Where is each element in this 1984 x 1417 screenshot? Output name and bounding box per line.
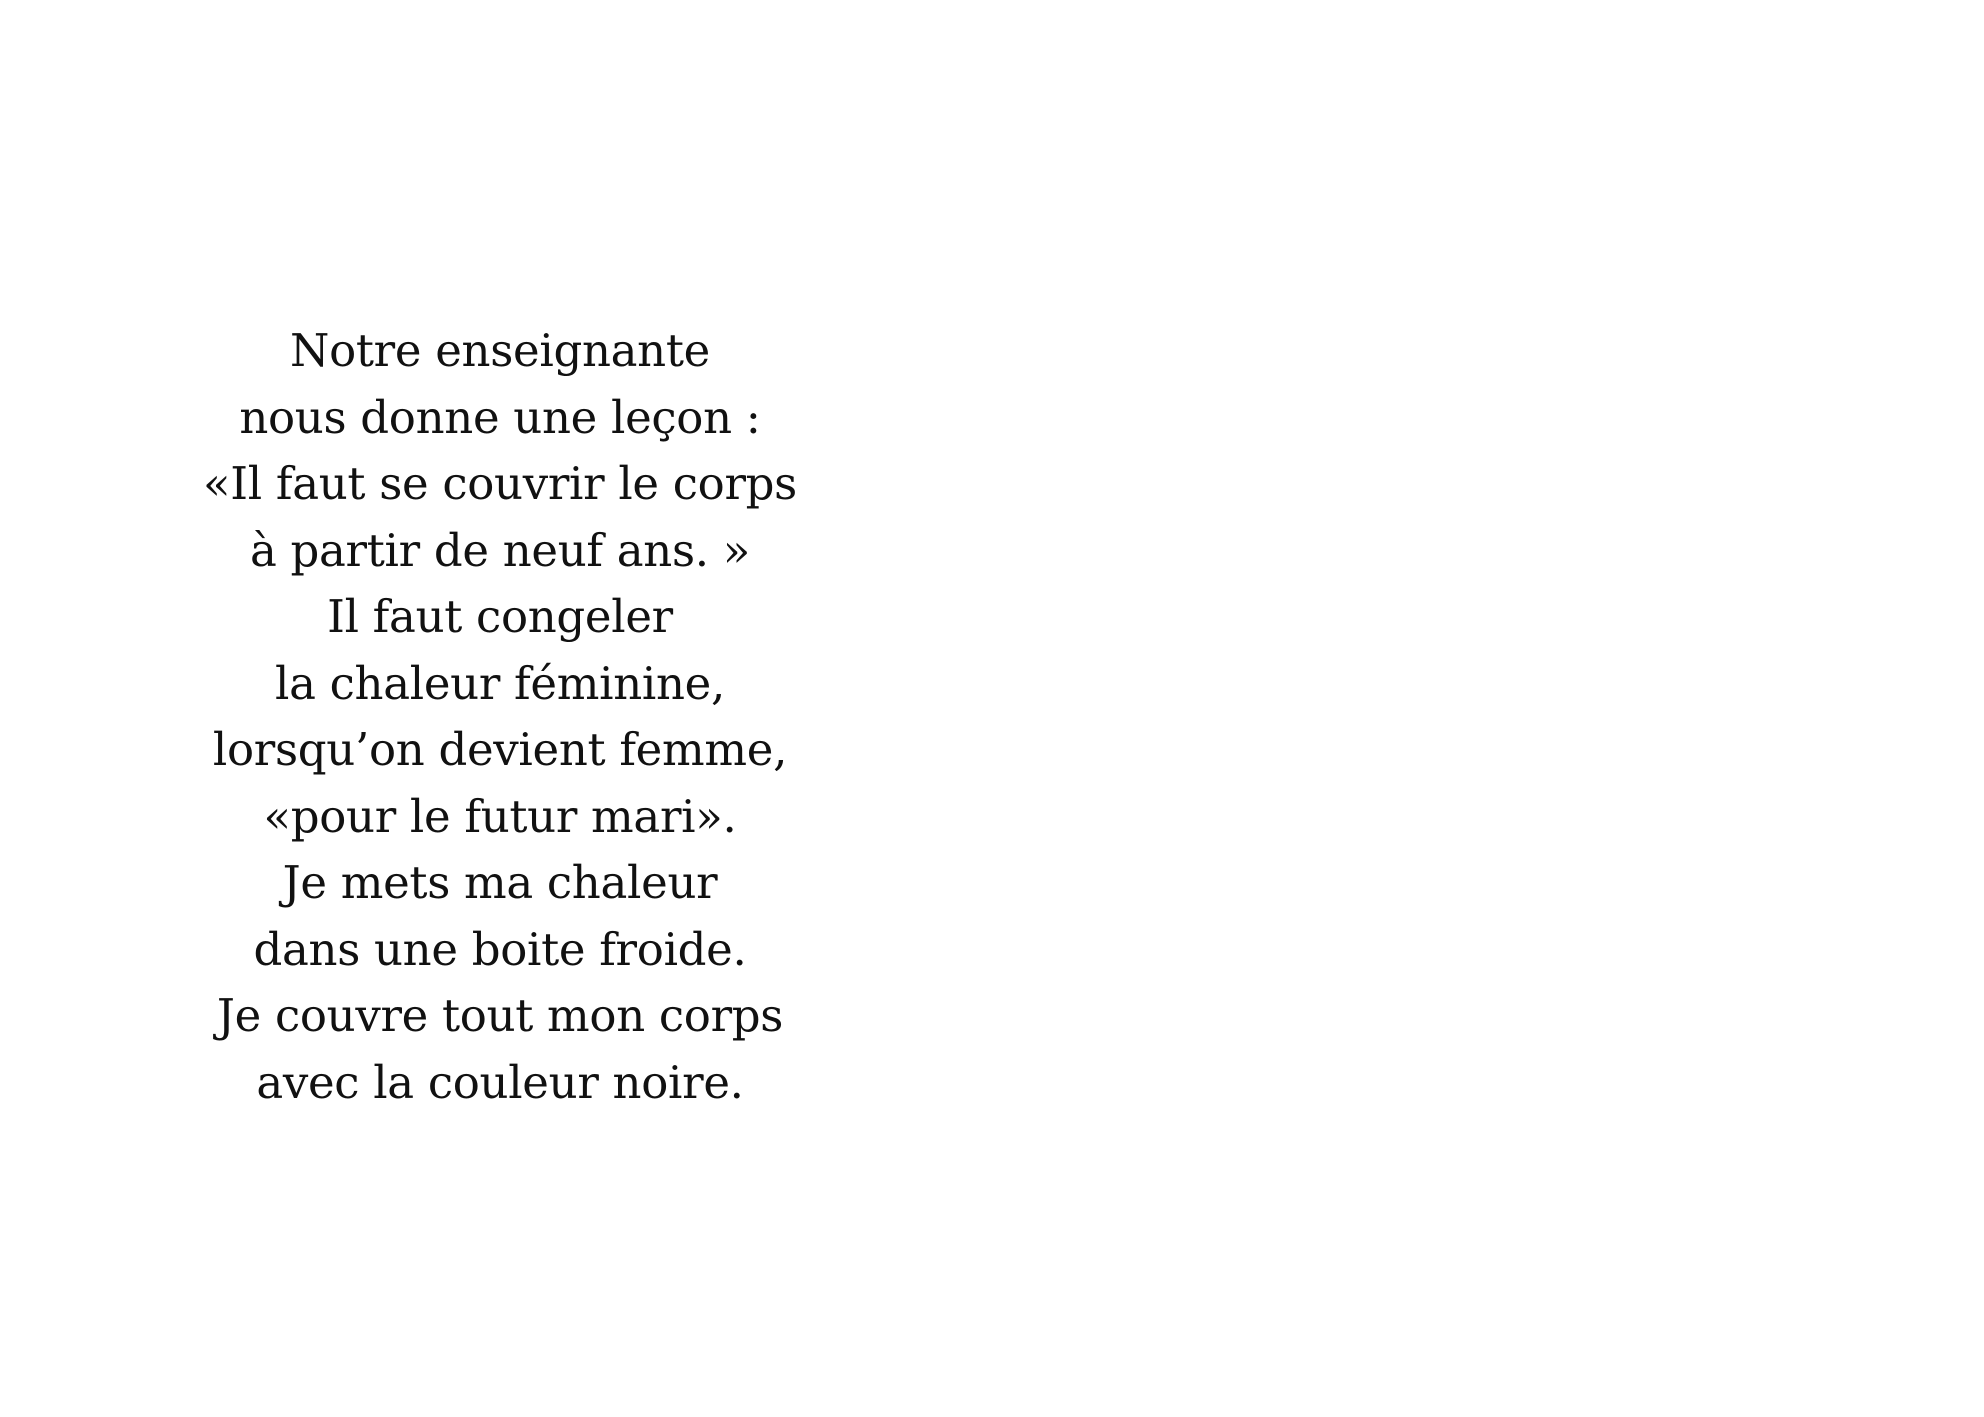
poem-line-6: la chaleur féminine, <box>275 656 725 710</box>
poem-line-5: Il faut congeler <box>327 590 673 643</box>
poem-line-10: dans une boite froide. <box>253 922 747 976</box>
poem-line-4: à partir de neuf ans. » <box>249 523 750 577</box>
poem-line-2: nous donne une leçon : <box>239 390 761 444</box>
poem-line-1: Notre enseignante <box>290 324 710 377</box>
poem-line-9: Je mets ma chaleur <box>282 856 718 909</box>
poem-line-3: «Il faut se couvrir le corps <box>203 457 797 510</box>
poem-line-8: «pour le futur mari». <box>263 789 737 843</box>
poem-line-11: Je couvre tout mon corps <box>216 989 784 1042</box>
poem-line-12: avec la couleur noire. <box>256 1055 744 1109</box>
poem-block <box>130 318 870 1116</box>
poem-line-7: lorsqu’on devient femme, <box>212 723 788 776</box>
